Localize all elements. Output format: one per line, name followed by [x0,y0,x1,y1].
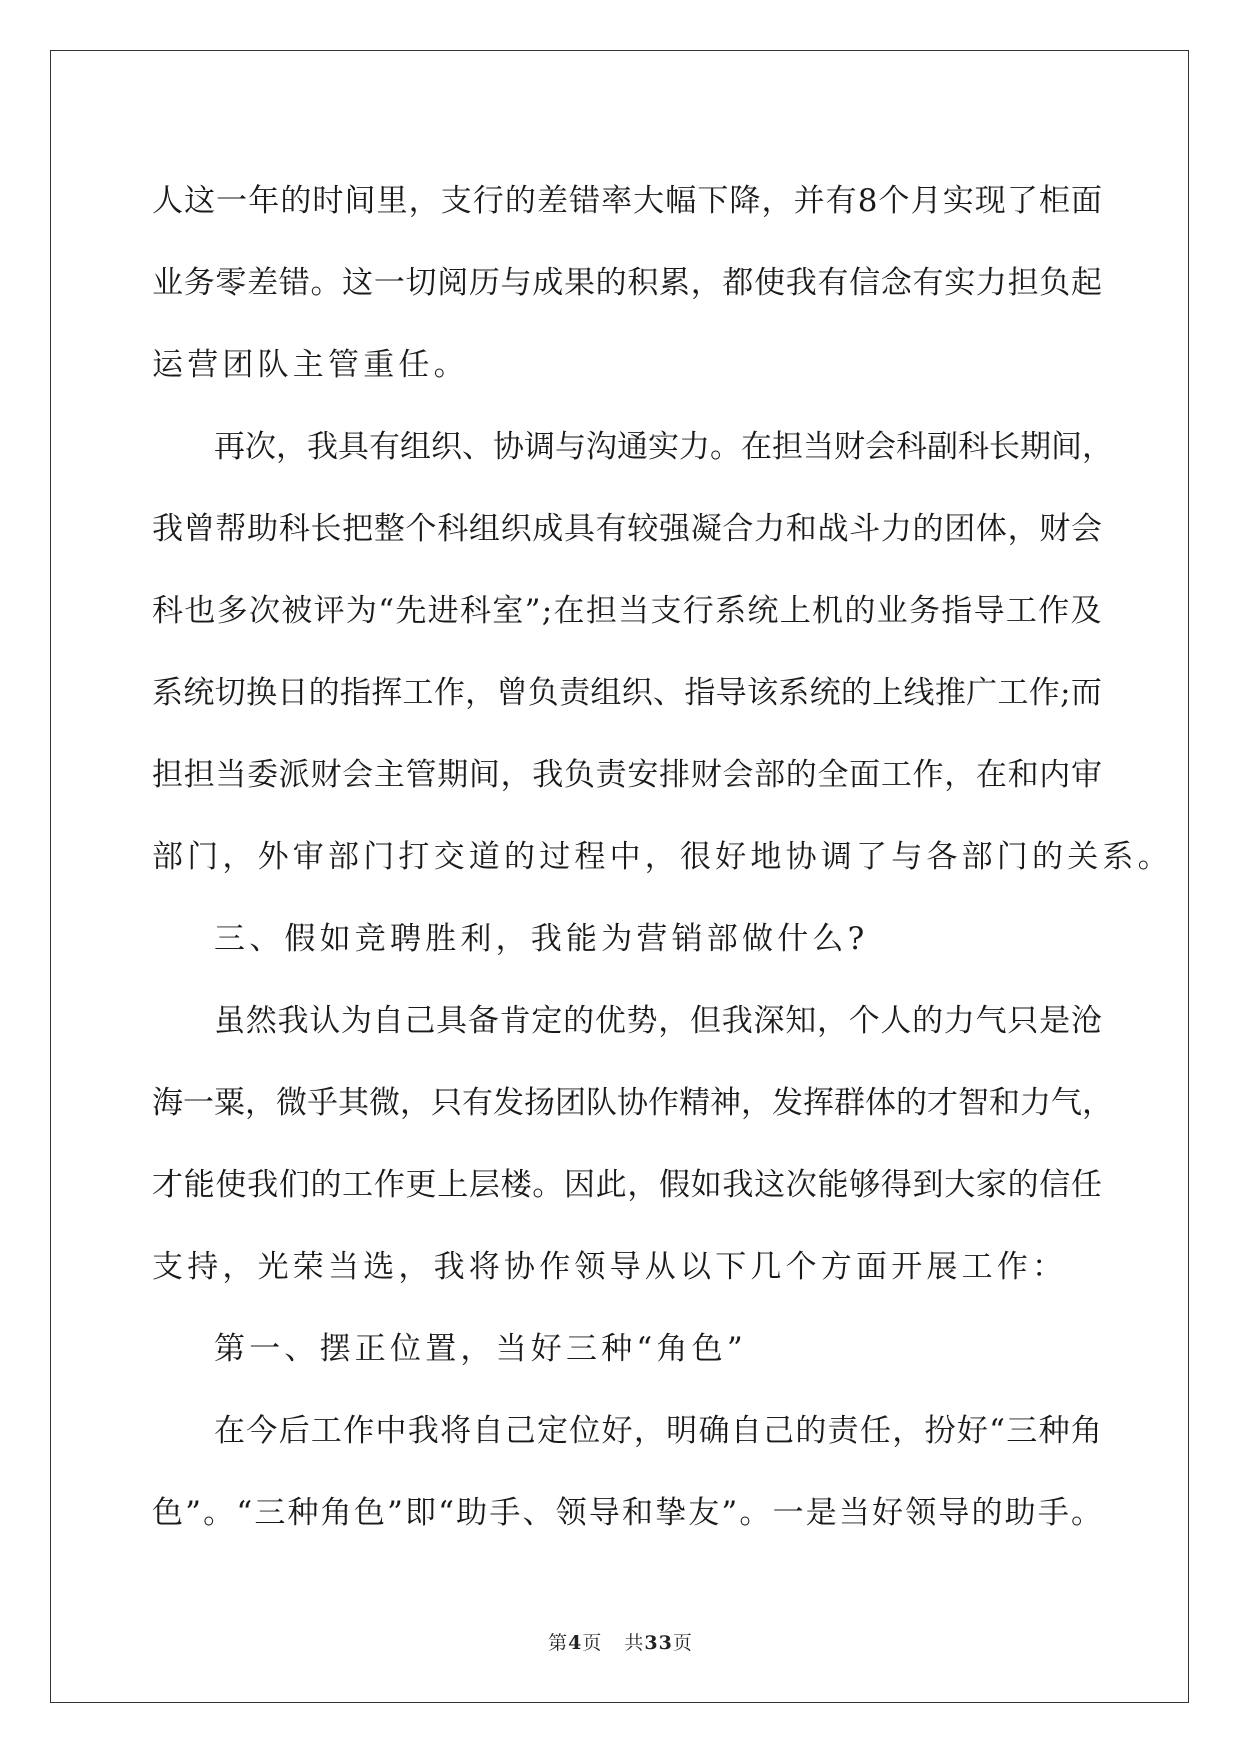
text-line: 海 一 粟 ， 微 乎 其 微 ， 只 有 发 扬 团 队 协 作 精 神 ， 发 挥 群 体 的 才 智 和 力 气 ， [152,1084,1113,1121]
footer-page-total: 33 [644,1632,673,1654]
text-line: 运营团队主管重任。 [152,346,469,383]
text-line: 系 统 切 换 日 的 指 挥 工 作 ， 曾 负 责 组 织 、 指 导 该 系 统 的 上 线 推 广 工 作 ; 而 [152,674,1102,711]
text-line: 业 务 零 差 错 。 这 一 切 阅 历 与 成 果 的 积 累 ， 都 使 我 有 信 念 有 实 力 担 负 起 [152,264,1102,301]
text-line: 支持，光荣当选，我将协作领导从以下几个方面开展工作： [152,1248,1068,1285]
page-footer [0,1628,1241,1655]
text-line: 再 次 ， 我 具 有 组 织 、 协 调 与 沟 通 实 力 。 在 担 当 财 会 科 副 科 长 期 间 ， [214,428,1113,465]
text-line: 我 曾 帮 助 科 长 把 整 个 科 组 织 成 具 有 较 强 凝 合 力 和 战 斗 力 的 团 体 ， 财 会 [152,510,1102,547]
footer-page-current: 4 [568,1632,583,1654]
text-line: 人 这 一 年 的 时 间 里 ， 支 行 的 差 错 率 大 幅 下 降 ， 并 有 8 个 月 实 现 了 柜 面 [152,182,1102,219]
text-line: 担 担 当 委 派 财 会 主 管 期 间 ， 我 负 责 安 排 财 会 部 的 全 面 工 作 ， 在 和 内 审 [152,756,1102,793]
text-line: 三、假如竞聘胜利，我能为营销部做什么? [214,920,869,957]
text-line: 在 今 后 工 作 中 我 将 自 己 定 位 好 ， 明 确 自 己 的 责 任 ， 扮 好 “ 三 种 角 [214,1412,1102,1449]
text-line: 部门，外审部门打交道的过程中，很好地协调了与各部门的关系。 [152,838,1173,875]
footer-page-suffix: 页 [582,1632,603,1654]
text-line: 才 能 使 我 们 的 工 作 更 上 层 楼 。 因 此 ， 假 如 我 这 次 能 够 得 到 大 家 的 信 任 [152,1166,1102,1203]
footer-total-suffix: 页 [672,1632,693,1654]
text-line: 科 也 多 次 被 评 为 “ 先 进 科 室 ” ; 在 担 当 支 行 系 统 上 机 的 业 务 指 导 工 作 及 [152,592,1102,629]
text-line: 第一、摆正位置，当好三种“角色” [214,1330,747,1367]
footer-page-prefix: 第 [548,1632,569,1654]
document-body [152,160,1173,1554]
text-line: 虽 然 我 认 为 自 己 具 备 肯 定 的 优 势 ， 但 我 深 知 ， 个 人 的 力 气 只 是 沧 [214,1002,1102,1039]
footer-total-prefix: 共 [624,1632,645,1654]
text-line: 色 ” 。 “ 三 种 角 色 ” 即 “ 助 手 、 领 导 和 挚 友 ” 。 一 是 当 好 领 导 的 助 手 。 [152,1494,1102,1531]
